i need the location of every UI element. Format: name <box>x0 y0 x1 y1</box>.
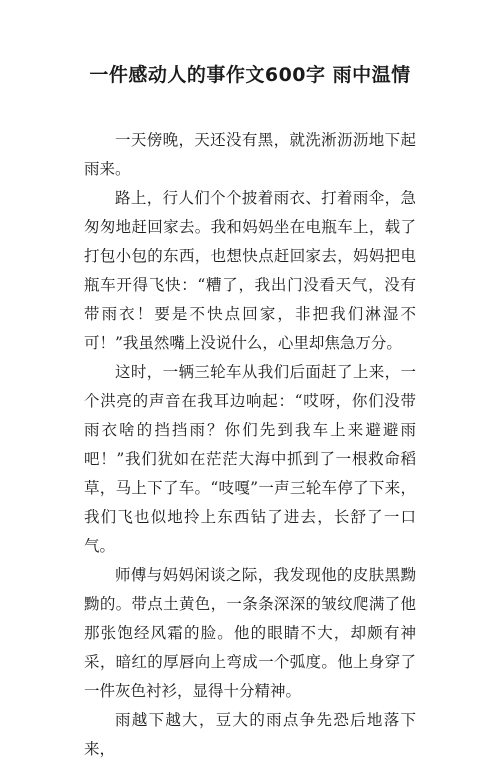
paragraph-3: 这时，一辆三轮车从我们后面赶了上来，一个洪亮的声音在我耳边响起：“哎呀，你们没带雨衣啥的挡挡雨？你们先到我车上来避避雨吧！”我们犹如在茫茫大海中抓到了一根救命稻草，马上下了车。“吱嘎”一声三轮车停了下来，我们飞也似地拎上东西钻了进去，长舒了一口气。 <box>84 363 416 555</box>
paragraph-4: 师傅与妈妈闲谈之际，我发现他的皮肤黑黝黝的。带点土黄色，一条条深深的皱纹爬满了他那张饱经风霜的脸。他的眼睛不大，却颇有神采，暗红的厚唇向上弯成一个弧度。他上身穿了一件灰色衬衫，显得十分精神。 <box>84 566 416 700</box>
paragraph-2: 路上，行人们个个披着雨衣、打着雨伞，急匆匆地赶回家去。我和妈妈坐在电瓶车上，载了打包小包的东西，也想快点赶回家去，妈妈把电瓶车开得飞快：“糟了，我出门没看天气，没有带雨衣！要是不快点回家，非把我们淋湿不可！”我虽然嘴上没说什么，心里却焦急万分。 <box>84 189 416 352</box>
paragraph-5: 雨越下越大，豆大的雨点争先恐后地落下来， <box>84 711 416 758</box>
paragraph-1: 一天傍晚，天还没有黑，就洗淅沥沥地下起雨来。 <box>84 131 416 178</box>
document-title: 一件感动人的事作文600字 雨中温情 <box>89 64 411 86</box>
